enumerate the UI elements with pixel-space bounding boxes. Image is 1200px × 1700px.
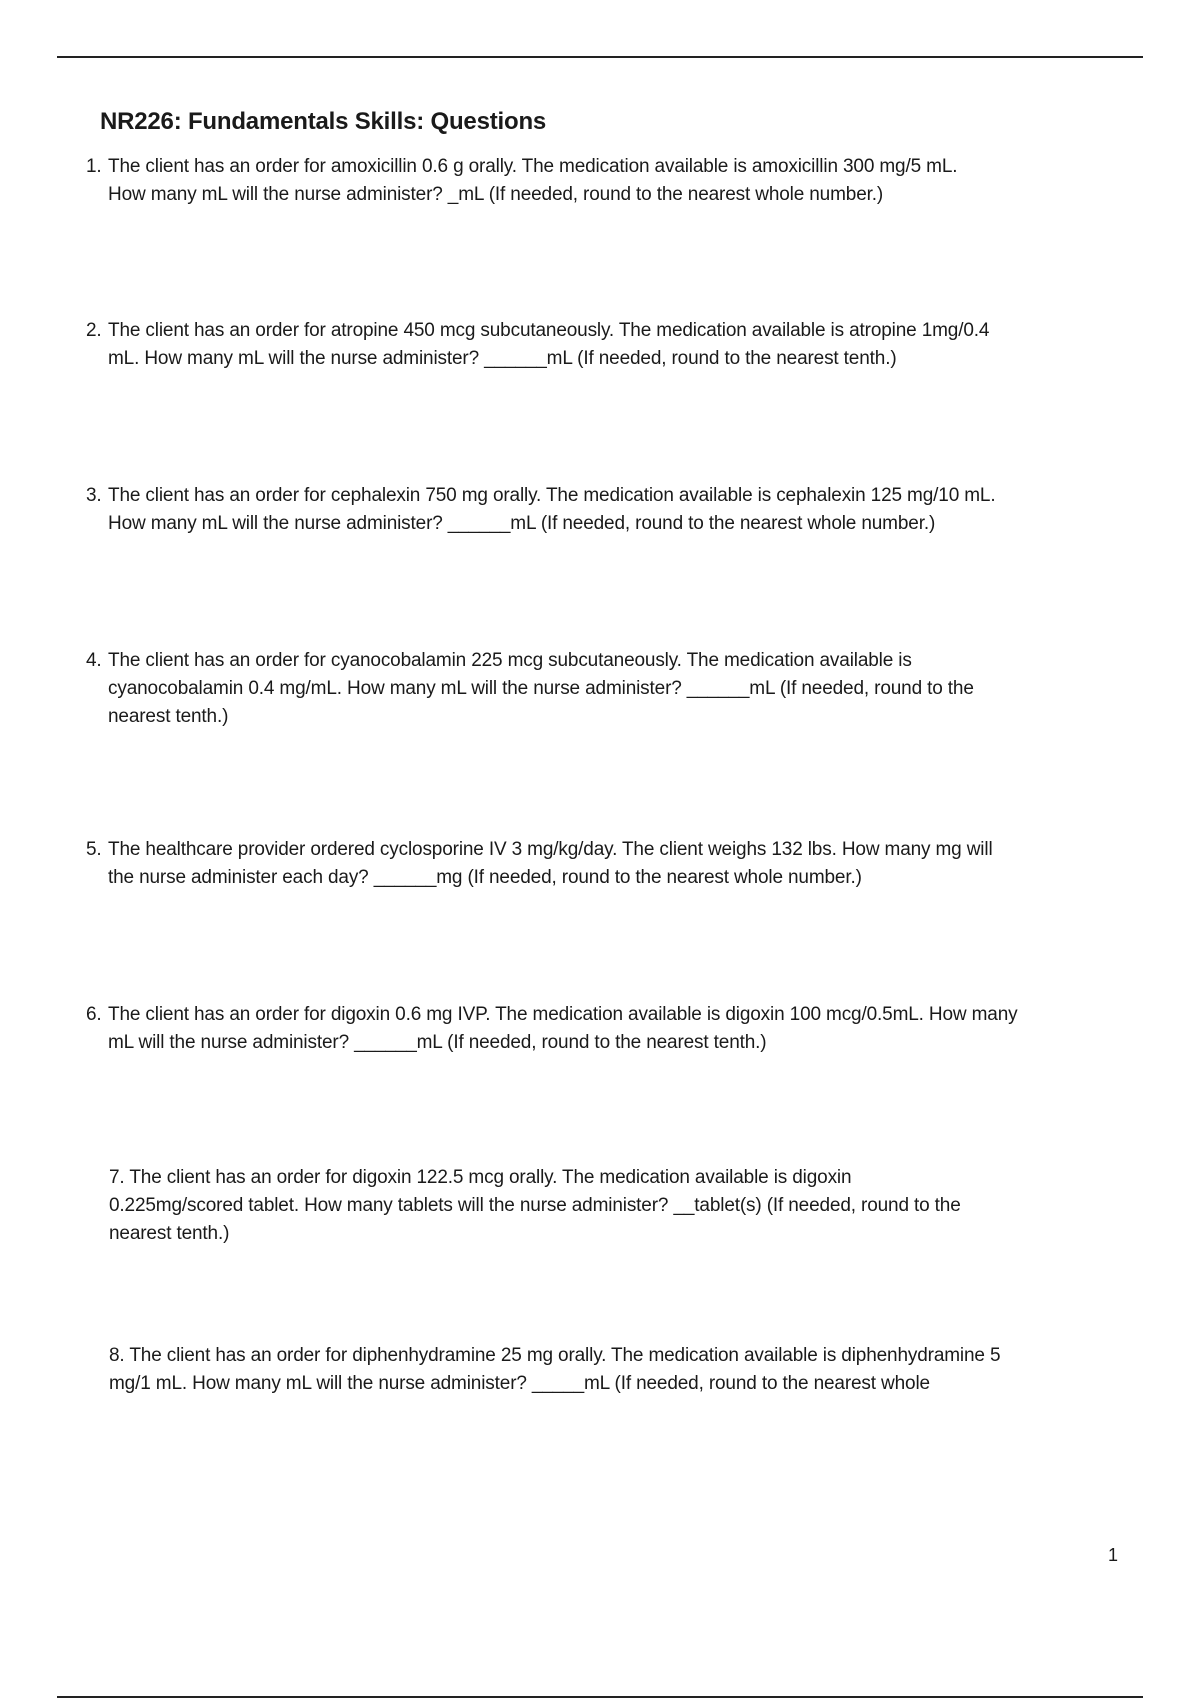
page-title: NR226: Fundamentals Skills: Questions xyxy=(100,108,547,135)
question-number: 4. xyxy=(86,650,102,671)
question-line: 2. The client has an order for atropine 450 mcg subcutaneously. The medication available is atropine 1mg/0.4 xyxy=(86,317,989,345)
question-line: 1. The client has an order for amoxicillin 0.6 g orally. The medication available is amoxicillin 300 mg/5 mL. xyxy=(86,153,957,181)
question-number: 2. xyxy=(86,320,102,341)
page-number: 1 xyxy=(1108,1545,1119,1565)
question-number: 7. xyxy=(109,1167,125,1188)
footer-rule xyxy=(57,1696,1143,1698)
question-line: mL. How many mL will the nurse administer? ______mL (If needed, round to the nearest tenth.) xyxy=(108,348,897,369)
question-line: 0.225mg/scored tablet. How many tablets will the nurse administer? __tablet(s) (If needed, round to the xyxy=(109,1195,961,1216)
question-line: 8. The client has an order for diphenhydramine 25 mg orally. The medication available is diphenhydramine 5 xyxy=(109,1345,1001,1366)
question-line: the nurse administer each day? ______mg (If needed, round to the nearest whole number.) xyxy=(108,867,862,888)
header-rule xyxy=(57,56,1143,58)
question-1 xyxy=(86,153,957,209)
question-line: 5. The healthcare provider ordered cyclosporine IV 3 mg/kg/day. The client weighs 132 lbs. How many mg will xyxy=(86,836,993,864)
question-2 xyxy=(86,317,989,373)
question-3 xyxy=(86,482,995,538)
question-4 xyxy=(86,647,974,731)
question-line: mg/1 mL. How many mL will the nurse administer? _____mL (If needed, round to the nearest whole xyxy=(109,1373,930,1394)
question-number: 1. xyxy=(86,156,102,177)
question-6 xyxy=(86,1001,1017,1057)
question-line: 6. The client has an order for digoxin 0.6 mg IVP. The medication available is digoxin 100 mcg/0.5mL. How many xyxy=(86,1001,1017,1029)
question-number: 6. xyxy=(86,1004,102,1025)
question-5 xyxy=(86,836,993,892)
question-number: 5. xyxy=(86,839,102,860)
question-line: 4. The client has an order for cyanocobalamin 225 mcg subcutaneously. The medication available is xyxy=(86,647,974,675)
question-line: How many mL will the nurse administer? ______mL (If needed, round to the nearest whole number.) xyxy=(108,513,936,534)
question-line: How many mL will the nurse administer? _mL (If needed, round to the nearest whole number.) xyxy=(108,184,884,205)
question-number: 8. xyxy=(109,1345,125,1366)
question-line: cyanocobalamin 0.4 mg/mL. How many mL will the nurse administer? ______mL (If needed, round to the xyxy=(108,678,974,699)
question-8 xyxy=(109,1342,1000,1398)
question-line: nearest tenth.) xyxy=(108,706,229,727)
question-line: 7. The client has an order for digoxin 122.5 mcg orally. The medication available is digoxin xyxy=(109,1167,852,1188)
question-line: 3. The client has an order for cephalexin 750 mg orally. The medication available is cephalexin 125 mg/10 mL. xyxy=(86,482,995,510)
question-line: mL will the nurse administer? ______mL (If needed, round to the nearest tenth.) xyxy=(108,1032,767,1053)
question-line: nearest tenth.) xyxy=(109,1223,230,1244)
question-7 xyxy=(109,1164,961,1248)
question-number: 3. xyxy=(86,485,102,506)
